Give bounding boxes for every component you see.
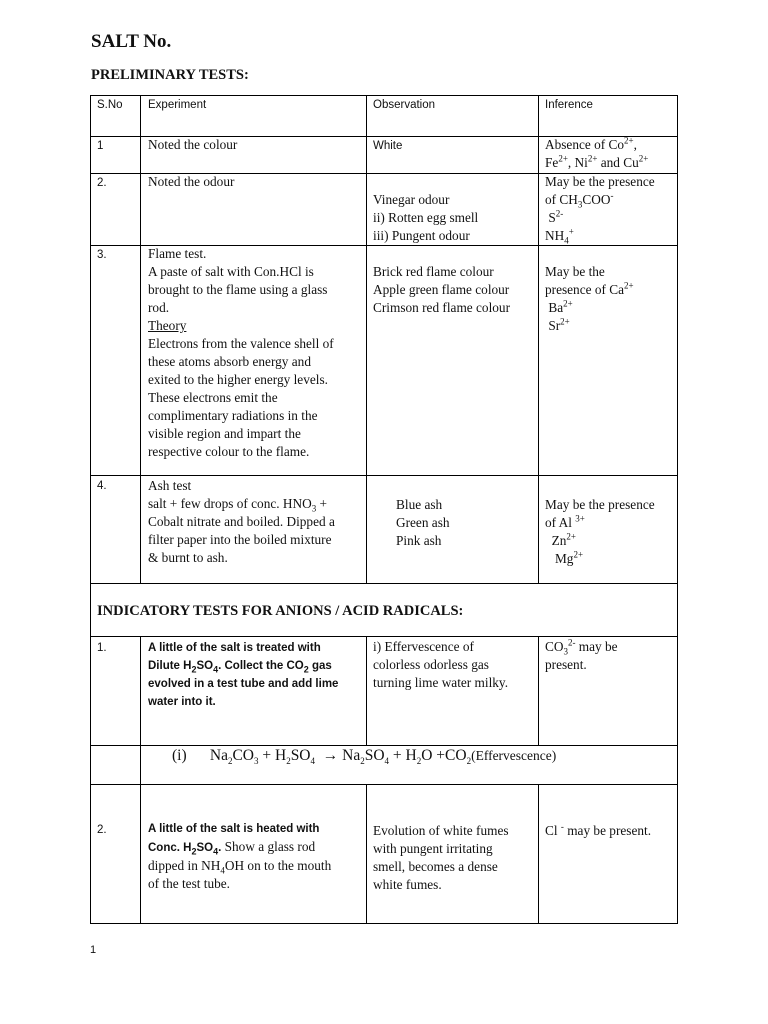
text-line: Brick red flame colour — [373, 264, 494, 279]
text-line: brought to the flame using a glass — [148, 282, 328, 297]
section-heading-preliminary: PRELIMINARY TESTS: — [91, 67, 249, 83]
text-line: Cl - may be present. — [545, 821, 652, 838]
text-line: visible region and impart the — [148, 426, 301, 441]
anion-row2-sno: 2. — [97, 824, 107, 836]
anion-row2-observation — [373, 822, 509, 894]
text-line: $CO_3^{2-}$ may be — [545, 637, 618, 657]
anion-row1-observation — [373, 638, 508, 692]
text-line: colorless odorless gas — [373, 657, 489, 672]
row3-inference — [545, 263, 634, 335]
row4-inference — [545, 496, 655, 568]
text-line: Green ash — [396, 515, 450, 530]
anion-row2-inference — [545, 822, 651, 840]
text-line: $NH_4^+$ — [545, 226, 574, 246]
row4-experiment — [148, 477, 335, 567]
text-line: respective colour to the flame. — [148, 444, 310, 459]
text-line: Dilute $H_2SO_4$. Collect the $CO_2$ gas — [148, 660, 332, 675]
text-line: May be the — [545, 264, 605, 279]
anion-row1-inference — [545, 638, 618, 674]
text-line: These electrons emit the — [148, 390, 278, 405]
theory-label: Theory — [148, 318, 187, 333]
page-title: SALT No. — [91, 31, 172, 52]
text-line: of Al $^{3+}$ — [545, 513, 585, 530]
text-line: smell, becomes a dense — [373, 859, 498, 874]
text-line: Blue ash — [396, 497, 443, 512]
text-line: ii) Rotten egg smell — [373, 210, 479, 225]
col-header-experiment: Experiment — [148, 99, 207, 111]
row1-experiment: Noted the colour — [148, 137, 238, 152]
anion-row1-sno: 1. — [97, 642, 107, 654]
row3-experiment — [148, 245, 334, 461]
text-line: white fumes. — [373, 877, 442, 892]
text-line: $Ba^{2+}$ — [545, 298, 573, 315]
text-line: present. — [545, 657, 587, 672]
text-line: complimentary radiations in the — [148, 408, 318, 423]
text-line: Cobalt nitrate and boiled. Dipped a — [148, 514, 335, 529]
text-line: $S^{2-}$ — [545, 208, 564, 225]
text-line: these atoms absorb energy and — [148, 354, 311, 369]
text-line: $Zn^{2+}$ — [545, 531, 576, 548]
row2-observation — [373, 191, 478, 245]
reaction-equation: (i) $Na_2CO_3 + H_2SO_4 \to Na_2SO_4 + H_2O$ $+CO_2(Effervescence)$ — [172, 747, 557, 767]
text-line: iii) Pungent odour — [373, 228, 470, 243]
text-line: rod. — [148, 300, 170, 315]
page-number: 1 — [90, 944, 97, 956]
text-line: filter paper into the boiled mixture — [148, 532, 332, 547]
text-line: Ash test — [148, 478, 192, 493]
text-line: of the test tube. — [148, 876, 230, 891]
text-line: Flame test. — [148, 246, 207, 261]
anion-row1-experiment — [148, 639, 338, 711]
row1-sno: 1 — [97, 140, 104, 152]
col-header-observation: Observation — [373, 99, 436, 111]
text-line: Crimson red flame colour — [373, 300, 510, 315]
text-line: Vinegar odour — [373, 192, 450, 207]
row3-sno: 3. — [97, 249, 107, 261]
text-line: Apple green flame colour — [373, 282, 510, 297]
text-line: dipped in $NH_4OH$ on to the mouth — [148, 858, 332, 876]
text-line: Evolution of white fumes — [373, 823, 509, 838]
anion-row2-experiment: A little of the salt is heated with Conc. $H_2SO_4$. Show a glass rod dipped in $NH_4OH$ on to the mouth of the test tube. — [148, 823, 332, 891]
row1-observation: White — [373, 140, 403, 152]
text-line: water into it. — [148, 696, 216, 708]
text-line: with pungent irritating — [373, 841, 493, 856]
text-line: of $CH_3COO^-$ — [545, 190, 614, 210]
text-line: presence of $Ca^{2+}$ — [545, 280, 634, 297]
text-line: $Mg^{2+}$ — [545, 549, 584, 566]
row3-observation — [373, 263, 510, 317]
col-header-sno: S.No — [97, 99, 123, 111]
row1-inference — [545, 136, 648, 172]
row4-observation — [396, 496, 450, 550]
section-heading-anions: INDICATORY TESTS FOR ANIONS / ACID RADICALS: — [97, 603, 464, 619]
text-line: $Fe^{2+}$, $Ni^{2+}$ and $Cu^{2+}$ — [545, 153, 649, 170]
text-line: May be the presence — [545, 497, 655, 512]
text-line: turning lime water milky. — [373, 675, 509, 690]
row2-sno: 2. — [97, 177, 107, 189]
text-line: i) Effervescence of — [373, 639, 474, 654]
row2-inference — [545, 173, 655, 245]
text-line: May be the presence — [545, 174, 655, 189]
row2-experiment: Noted the odour — [148, 174, 235, 189]
text-line: evolved in a test tube and add lime — [148, 678, 339, 690]
row4-sno: 4. — [97, 480, 107, 492]
col-header-inference: Inference — [545, 99, 593, 111]
text-line: Absence of $Co^{2+}$, — [545, 135, 637, 152]
text-line: exited to the higher energy levels. — [148, 372, 328, 387]
text-line: Electrons from the valence shell of — [148, 336, 334, 351]
text-line: salt + few drops of conc. $HNO_3$ + — [148, 496, 328, 514]
text-line: A paste of salt with Con.HCl is — [148, 264, 314, 279]
text-line: $Sr^{2+}$ — [545, 316, 570, 333]
text-line: & burnt to ash. — [148, 550, 228, 565]
text-line: Pink ash — [396, 533, 442, 548]
text-line: A little of the salt is treated with — [148, 642, 321, 654]
